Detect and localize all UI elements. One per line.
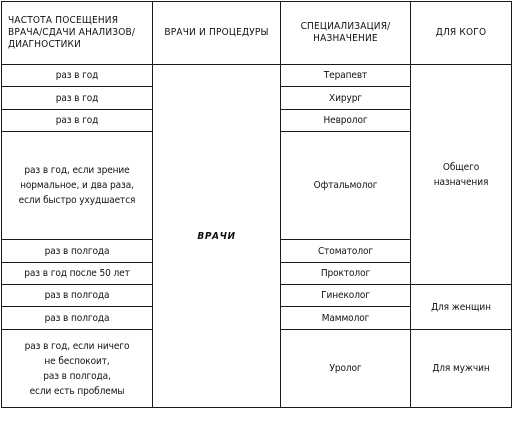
specialist-cell: Невролог (281, 110, 411, 132)
audience-women: Для женщин (411, 285, 512, 330)
specialist-cell: Офтальмолог (281, 132, 411, 240)
specialist-cell: Терапевт (281, 65, 411, 87)
specialist-cell: Хирург (281, 87, 411, 110)
table-row (2, 65, 512, 87)
table-header-row (2, 2, 512, 65)
specialist-cell: Маммолог (281, 307, 411, 330)
frequency-cell: раз в год (2, 87, 153, 110)
specialist-cell: Стоматолог (281, 240, 411, 263)
frequency-cell: раз в полгода (2, 285, 153, 307)
audience-general: Общего назначения (411, 65, 512, 285)
frequency-cell: раз в год после 50 лет (2, 263, 153, 285)
frequency-cell: раз в год (2, 110, 153, 132)
header-doctors-procedures: ВРАЧИ И ПРОЦЕДУРЫ (153, 2, 281, 65)
specialist-cell: Проктолог (281, 263, 411, 285)
medical-schedule-table (1, 1, 512, 408)
group-label-doctors: ВРАЧИ (153, 65, 281, 408)
frequency-cell: раз в полгода (2, 240, 153, 263)
frequency-cell: раз в год, если зрение нормальное, и два раза, если быстро ухудшается (2, 132, 153, 240)
frequency-cell: раз в год, если ничего не беспокоит, раз в полгода, если есть проблемы (2, 330, 153, 408)
header-frequency: ЧАСТОТА ПОСЕЩЕНИЯ ВРАЧА/СДАЧИ АНАЛИЗОВ/ ДИАГНОСТИКИ (2, 2, 153, 65)
specialist-cell: Уролог (281, 330, 411, 408)
audience-men: Для мужчин (411, 330, 512, 408)
medical-schedule-table-wrapper (1, 1, 512, 408)
header-specialization: СПЕЦИАЛИЗАЦИЯ/ НАЗНАЧЕНИЕ (281, 2, 411, 65)
frequency-cell: раз в год (2, 65, 153, 87)
header-audience: ДЛЯ КОГО (411, 2, 512, 65)
specialist-cell: Гинеколог (281, 285, 411, 307)
frequency-cell: раз в полгода (2, 307, 153, 330)
